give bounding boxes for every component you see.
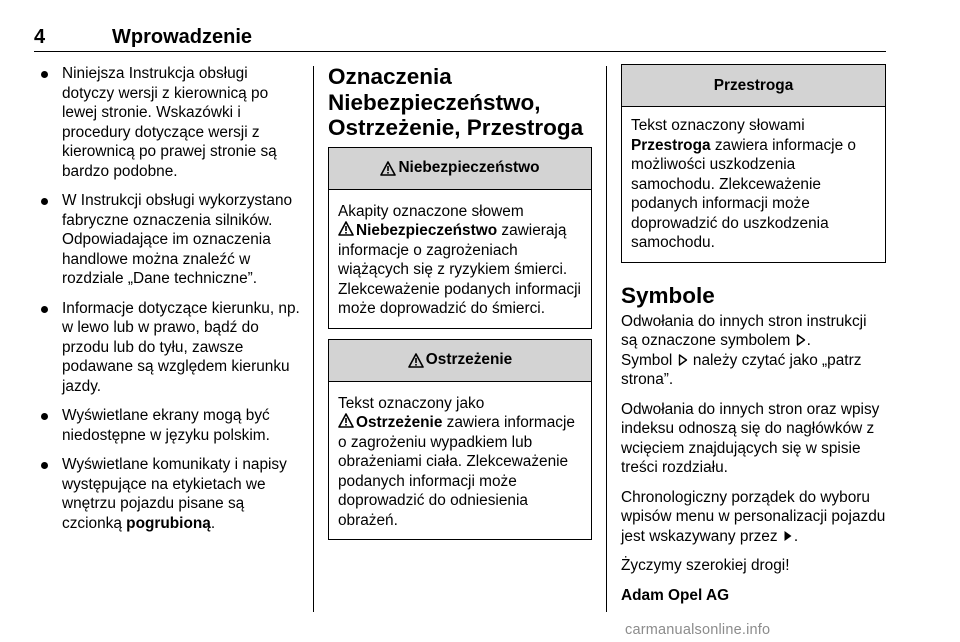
caution-box-header xyxy=(622,65,885,107)
warning-box xyxy=(328,339,592,541)
warning-triangle-icon xyxy=(408,353,424,368)
watermark: carmanualsonline.info xyxy=(625,622,771,638)
bullet-icon xyxy=(41,71,48,78)
column-left xyxy=(34,64,302,543)
paragraph-text: Odwołania do innych stron instrukcji są oznaczone symbolem xyxy=(621,312,867,349)
list-item-punct: . xyxy=(210,514,216,532)
bullet-icon xyxy=(41,198,48,205)
section-heading-markings xyxy=(328,64,592,141)
list-item-text: Niniejsza Instrukcja obsługi dotyczy wersji z kierownicą po lewej stronie. Wskazówki i procedury dotyczące wersji z kierownicą po prawej stronie są bardzo podobne. xyxy=(62,65,277,180)
warning-box-header xyxy=(329,340,591,382)
danger-box-body xyxy=(329,190,591,328)
heading-line: Oznaczenia xyxy=(328,64,452,89)
list-item xyxy=(34,299,302,397)
list-item xyxy=(34,406,302,445)
danger-box-header xyxy=(329,148,591,190)
warning-triangle-icon xyxy=(338,221,354,236)
caution-text-end: zawiera informacje o możliwości uszkodzenia samochodu. Zlekceważenie podanych informacji może doprowadzić do uszkodzenia samochodu. xyxy=(631,136,856,251)
danger-box xyxy=(328,147,592,329)
signature-text: Adam Opel AG xyxy=(621,586,730,604)
page-number: 4 xyxy=(34,26,46,48)
list-item-text: Wyświetlane komunikaty i napisy występujące na etykietach we wnętrzu pojazdu pisane są czcionką xyxy=(62,456,287,532)
menu-sequence-icon xyxy=(783,530,793,542)
page-reference-icon xyxy=(678,354,688,366)
paragraph-punct: . xyxy=(793,527,799,545)
list-item-text: Wyświetlane ekrany mogą być niedostępne w języku polskim. xyxy=(62,407,270,444)
paragraph-text: należy czytać jako „patrz strona”. xyxy=(621,351,862,388)
chapter-title: Wprowadzenie xyxy=(112,26,253,48)
danger-box-title: Niebezpieczeństwo xyxy=(398,159,540,176)
caution-bold-term: Przestroga xyxy=(631,136,711,154)
paragraph-punct: . xyxy=(806,332,811,349)
heading-line: Niebezpieczeństwo, xyxy=(328,89,541,115)
warning-text-start: Tekst oznaczony jako xyxy=(338,394,485,412)
paragraph-index-reference: Odwołania do innych stron oraz wpisy indeksu odnoszą się do nagłówków z wcięciem znajdujących się w spisie treści rozdziału. xyxy=(621,400,880,476)
heading-line: Ostrzeżenie, Przestroga xyxy=(328,115,584,140)
column-divider-right xyxy=(606,66,607,612)
list-item xyxy=(34,64,302,181)
column-right xyxy=(621,64,886,615)
paragraph-menu-sequence xyxy=(621,488,886,547)
warning-bold-term: Ostrzeżenie xyxy=(356,414,443,431)
bullet-icon xyxy=(41,306,48,313)
bullet-icon xyxy=(41,462,48,469)
column-divider-left xyxy=(313,66,314,612)
danger-text-end: zawierają informacje o zagrożeniach wiążących się z ryzykiem śmierci. Zlekceważenie podanych informacji może doprowadzić do śmierci. xyxy=(338,222,581,317)
list-item-text: Informacje dotyczące kierunku, np. w lewo lub w prawo, bądź do przodu lub do tyłu, zawsze podawane są względem kierunku jazdy. xyxy=(62,299,300,395)
signature xyxy=(621,586,886,606)
paragraph-text: Chronologiczny porządek do wyboru wpisów menu w personalizacji pojazdu jest wskazywany przez xyxy=(621,488,886,545)
warning-box-title: Ostrzeżenie xyxy=(425,351,513,368)
caution-box-body xyxy=(622,107,885,262)
column-middle xyxy=(328,64,592,550)
section-heading-symbols: Symbole xyxy=(621,282,715,308)
warning-triangle-icon xyxy=(380,161,396,176)
list-item xyxy=(34,455,302,533)
warning-box-body xyxy=(329,382,591,540)
warning-text-end: zawiera informacje o zagrożeniu wypadkiem lub obrażeniami ciała. Zlekceważenie podanych informacji może doprowadzić do odniesienia obrażeń. xyxy=(338,414,575,529)
danger-text-start: Akapity oznaczone słowem xyxy=(338,202,524,220)
caution-box-title: Przestroga xyxy=(713,76,794,94)
list-item-text: W Instrukcji obsługi wykorzystano fabryczne oznaczenia silników. Odpowiadające im oznaczenia handlowe można znaleźć w rozdziale „Dane techniczne”. xyxy=(62,192,293,287)
page-reference-icon xyxy=(796,334,806,346)
warning-triangle-icon xyxy=(338,413,354,428)
danger-bold-term: Niebezpieczeństwo xyxy=(356,222,498,239)
paragraph-text: Symbol xyxy=(621,351,673,369)
list-item xyxy=(34,191,302,289)
page-header xyxy=(34,24,886,52)
caution-text-start: Tekst oznaczony słowami xyxy=(631,117,805,134)
caution-box xyxy=(621,64,886,263)
list-item-bold-text: pogrubioną xyxy=(126,514,211,532)
paragraph-greeting: Życzymy szerokiej drogi! xyxy=(621,557,790,574)
bullet-icon xyxy=(41,413,48,420)
paragraph-page-reference xyxy=(621,312,886,390)
